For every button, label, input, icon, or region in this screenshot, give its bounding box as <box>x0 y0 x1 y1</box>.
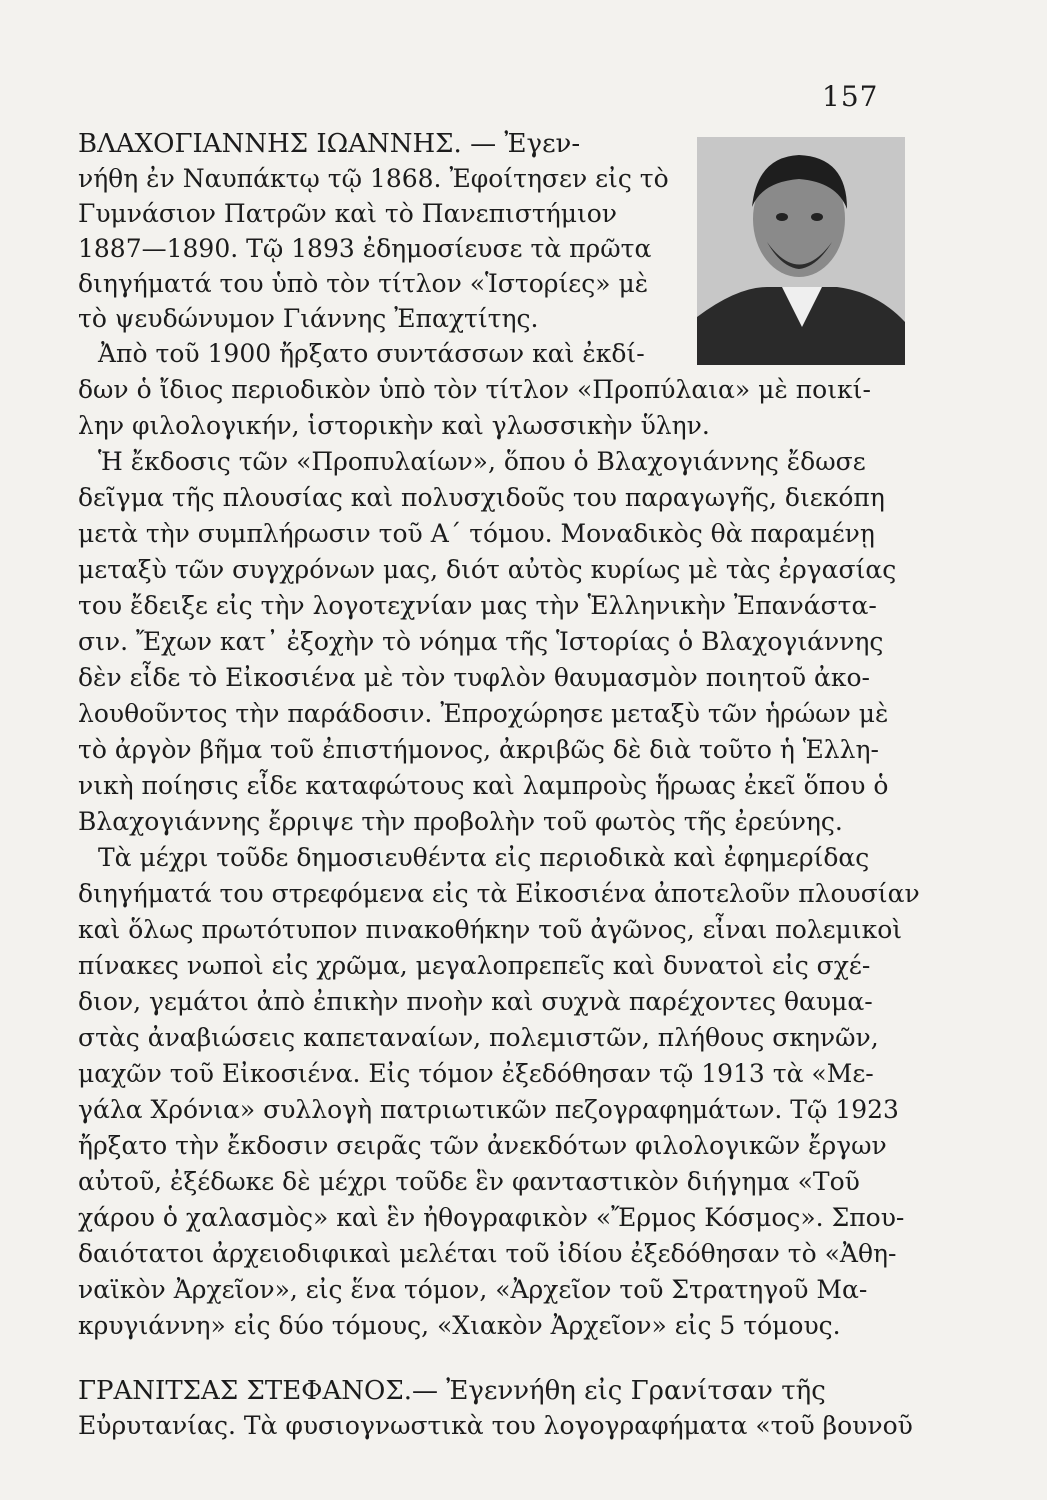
entry-line: λην φιλολογικήν, ἱστορικὴν καὶ γλωσσικὴν ὕλην. <box>78 411 710 440</box>
entry-line: Εὐρυτανίας. Τὰ φυσιογνωστικὰ του λογογραφήματα «τοῦ βουνοῦ <box>78 1411 913 1440</box>
entry-line: αὐτοῦ, ἐξέδωκε δὲ μέχρι τοῦδε ἓν φανταστικὸν διήγημα «Τοῦ <box>78 1167 860 1196</box>
entry-line: Τὰ μέχρι τοῦδε δημοσιευθέντα εἰς περιοδικὰ καὶ ἐφημερίδας <box>98 843 870 872</box>
entry-line: τὸ ἀργὸν βῆμα τοῦ ἐπιστήμονος, ἀκριβῶς δὲ διὰ τοῦτο ἡ Ἑλλη- <box>78 735 879 764</box>
entry-line: Γυμνάσιον Πατρῶν καὶ τὸ Πανεπιστήμιον <box>78 199 618 228</box>
entry-line: δεῖγμα τῆς πλουσίας καὶ πολυσχιδοῦς του παραγωγῆς, διεκόπη <box>78 483 885 512</box>
entry-line: λουθοῦντος τὴν παράδοσιν. Ἐπροχώρησε μεταξὺ τῶν ἡρώων μὲ <box>78 699 889 728</box>
entry-line: Ἡ ἔκδοσις τῶν «Προπυλαίων», ὅπου ὁ Βλαχογιάννης ἔδωσε <box>98 447 866 476</box>
entry-line: διηγήματά του ὑπὸ τὸν τίτλον «Ἱστορίες» μὲ <box>78 269 649 298</box>
entry-line: δων ὁ ἴδιος περιοδικὸν ὑπὸ τὸν τίτλον «Προπύλαια» μὲ ποικί- <box>78 375 871 404</box>
entry-line: πίνακες νωποὶ εἰς χρῶμα, μεγαλοπρεπεῖς καὶ δυνατοὶ εἰς σχέ- <box>78 951 871 980</box>
entry-line: νικὴ ποίησις εἶδε καταφώτους καὶ λαμπροὺς ἥρωας ἐκεῖ ὅπου ὁ <box>78 771 889 800</box>
entry-line: ἤρξατο τὴν ἔκδοσιν σειρᾶς τῶν ἀνεκδότων φιλολογικῶν ἔργων <box>78 1131 887 1160</box>
entry-line: ΓΡΑΝΙΤΣΑΣ ΣΤΕΦΑΝΟΣ.— Ἐγεννήθη εἰς Γρανίτσαν τῆς <box>78 1376 826 1406</box>
entry-line: σιν. Ἔχων κατ᾽ ἐξοχὴν τὸ νόημα τῆς Ἱστορίας ὁ Βλαχογιάννης <box>78 627 884 656</box>
entry-line: του ἔδειξε εἰς τὴν λογοτεχνίαν μας τὴν Ἑλληνικὴν Ἐπανάστα- <box>78 591 877 620</box>
entry-line: Βλαχογιάννης ἔρριψε τὴν προβολὴν τοῦ φωτὸς τῆς ἐρεύνης. <box>78 807 843 836</box>
page-number: 157 <box>822 80 879 113</box>
entry-line: ναϊκὸν Ἀρχεῖον», εἰς ἕνα τόμον, «Ἀρχεῖον τοῦ Στρατηγοῦ Μα- <box>78 1275 868 1304</box>
entry-line: μετὰ τὴν συμπλήρωσιν τοῦ Α΄ τόμου. Μοναδικὸς θὰ παραμένῃ <box>78 519 875 548</box>
entry-line: δὲν εἶδε τὸ Εἰκοσιένα μὲ τὸν τυφλὸν θαυμασμὸν ποιητοῦ ἀκο- <box>78 663 870 692</box>
entry-line: χάρου ὁ χαλασμὸς» καὶ ἓν ἠθογραφικὸν «Ἔρμος Κόσμος». Σπου- <box>78 1203 905 1232</box>
entry-line: γάλα Χρόνια» συλλογὴ πατριωτικῶν πεζογραφημάτων. Τῷ 1923 <box>78 1095 899 1124</box>
entry-line: διον, γεμάτοι ἀπὸ ἐπικὴν πνοὴν καὶ συχνὰ παρέχοντες θαυμα- <box>78 987 873 1016</box>
entry-line: δαιότατοι ἀρχειοδιφικαὶ μελέται τοῦ ἰδίου ἐξεδόθησαν τὸ «Ἀθη- <box>78 1239 897 1268</box>
entry-line: μεταξὺ τῶν συγχρόνων μας, διότ αὐτὸς κυρίως μὲ τὰς ἐργασίας <box>78 555 897 584</box>
entry-line: Ἀπὸ τοῦ 1900 ἤρξατο συντάσσων καὶ ἐκδί- <box>98 339 645 368</box>
entry-line: τὸ ψευδώνυμον Γιάννης Ἐπαχτίτης. <box>78 304 539 333</box>
entry-line: 1887—1890. Τῷ 1893 ἐδημοσίευσε τὰ πρῶτα <box>78 234 652 263</box>
entry-line: διηγήματά του στρεφόμενα εἰς τὰ Εἰκοσιένα ἀποτελοῦν πλουσίαν <box>78 879 920 908</box>
author-portrait <box>697 137 905 365</box>
entry-line: νήθη ἐν Ναυπάκτῳ τῷ 1868. Ἐφοίτησεν εἰς τὸ <box>78 164 669 193</box>
portrait-photo <box>697 137 905 365</box>
entry-line: κρυγιάννη» εἰς δύο τόμους, «Χιακὸν Ἀρχεῖον» εἰς 5 τόμους. <box>78 1311 841 1340</box>
entry-line: στὰς ἀναβιώσεις καπεταναίων, πολεμιστῶν, πλήθους σκηνῶν, <box>78 1023 879 1052</box>
entry-line: καὶ ὅλως πρωτότυπον πινακοθήκην τοῦ ἀγῶνος, εἶναι πολεμικοὶ <box>78 915 903 944</box>
entry-line: μαχῶν τοῦ Εἰκοσιένα. Εἰς τόμον ἐξεδόθησαν τῷ 1913 τὰ «Με- <box>78 1059 874 1088</box>
entry-line: ΒΛΑΧΟΓΙΑΝΝΗΣ ΙΩΑΝΝΗΣ. — Ἐγεν- <box>78 129 581 159</box>
